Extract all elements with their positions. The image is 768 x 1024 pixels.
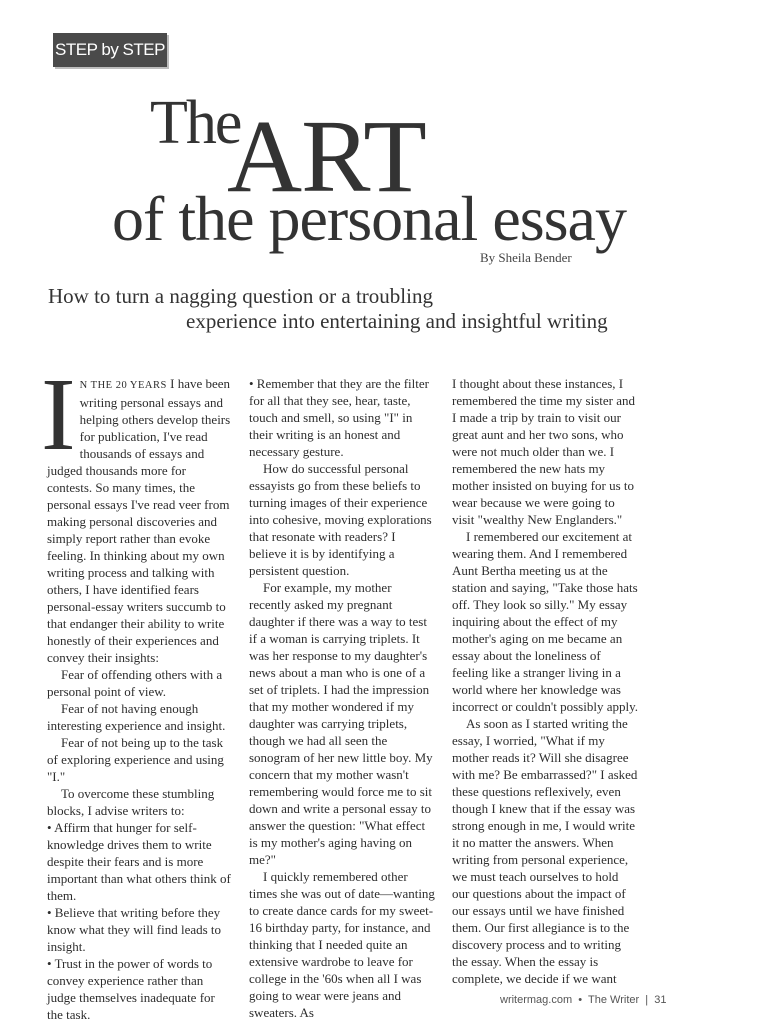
page-footer — [500, 994, 667, 1006]
footer-magazine: The Writer — [588, 994, 640, 1006]
intro-text: I have been writing personal essays and helping others develop theirs for publication, I've read thousands of essays and judged thousands more for contests. So many times, the personal essays I've read veer from making personal discoveries and simply report rather than evoke feeling. In thinking about my own writing process and talking with others, I have identified fears personal-essay writers succumb to that endanger their ability to write honestly of their experiences and convey their insights: — [47, 376, 231, 665]
intro-paragraph — [41, 357, 233, 666]
step-by-step-badge: STEP by STEP — [53, 33, 167, 67]
title-the: The — [150, 89, 241, 157]
paragraph: As soon as I started writing the essay, I worried, "What if my mother reads it? Will she disagree with me? Be embarrassed?" I asked these questions reflexively, even though I knew that if the essay was strong enough in me, I would write it no matter the answers. When writing from personal experience, we must teach ourselves to hold our questions about the impact of our essays until we have finished them. Our first allegiance is to the discovery process and to writing the essay. When the essay is complete, we decide if we want — [452, 716, 638, 986]
paragraph: I quickly remembered other times she was out of date—wanting to create dance cards for my sweet-16 birthday party, for instance, and thinking that I needed quite an extensive wardrobe to leave for college in the '60s when all I was going to wear were jeans and sweaters. As — [249, 869, 435, 1020]
bullet-item: • Believe that writing before they know what they will find leads to insight. — [47, 905, 222, 954]
bullet-item: • Affirm that hunger for self-knowledge drives them to write despite their fears and is more important than what others think of them. — [47, 820, 231, 903]
title-personal-essay: of the personal essay — [112, 183, 626, 254]
subtitle-line-2: experience into entertaining and insightful writing — [186, 309, 608, 333]
footer-pipe: | — [645, 994, 649, 1006]
article-column-3 — [452, 375, 638, 987]
paragraph: For example, my mother recently asked my pregnant daughter if there was a way to test if a woman is carrying triplets. It was her response to my daughter's news about a man who is one of a set of triplets. I had the impression that my mother wondered if my daughter was carrying triplets, though we had all seen the sonogram of her new little boy. My concern that my mother wasn't remembering would force me to sit down and write a personal essay to answer the question: "What effect is my mother's aging having on me?" — [249, 580, 433, 867]
title-art: ART — [227, 99, 426, 214]
paragraph: Fear of offending others with a personal point of view. — [47, 667, 223, 699]
subtitle-line-1: How to turn a nagging question or a troubling — [48, 284, 433, 308]
footer-site: writermag.com — [500, 994, 573, 1006]
footer-separator: • — [578, 994, 583, 1006]
paragraph: How do successful personal essayists go from these beliefs to turning images of their experience into cohesive, moving explorations that resonate with readers? I believe it is by identifying a persistent question. — [249, 461, 432, 578]
page-number: 31 — [654, 994, 667, 1006]
paragraph: Fear of not being up to the task of exploring experience and using "I." — [47, 735, 224, 784]
article-column-2 — [249, 375, 435, 1021]
paragraph: Fear of not having enough interesting experience and insight. — [47, 701, 226, 733]
byline: By Sheila Bender — [480, 250, 572, 265]
drop-cap: I — [41, 357, 76, 472]
paragraph: I thought about these instances, I remembered the time my sister and I made a trip by train to visit our great aunt and her two sons, who were not much older than we. I remembered the new hats my mother insisted on buying for us to wear because we were going to visit "wealthy New Englanders." — [452, 376, 636, 527]
lead-in-caps: N THE 20 YEARS — [79, 380, 167, 391]
article-column-1 — [41, 357, 233, 1023]
paragraph: To overcome these stumbling blocks, I advise writers to: — [47, 786, 215, 818]
bullet-item: • Remember that they are the filter for all that they see, hear, taste, touch and smell, so using "I" in their writing is an honest and necessary gesture. — [249, 376, 429, 459]
bullet-item: • Trust in the power of words to convey experience rather than judge themselves inadequate for the task. — [47, 956, 215, 1022]
paragraph: I remembered our excitement at wearing them. And I remembered Aunt Bertha meeting us at the station and saying, "Take those hats off. They look so silly." My essay inquiring about the effect of my mother's aging on me became an essay about the loneliness of feeling like a stranger living in a world where her knowledge was incorrect or couldn't possibly apply. — [452, 529, 638, 714]
